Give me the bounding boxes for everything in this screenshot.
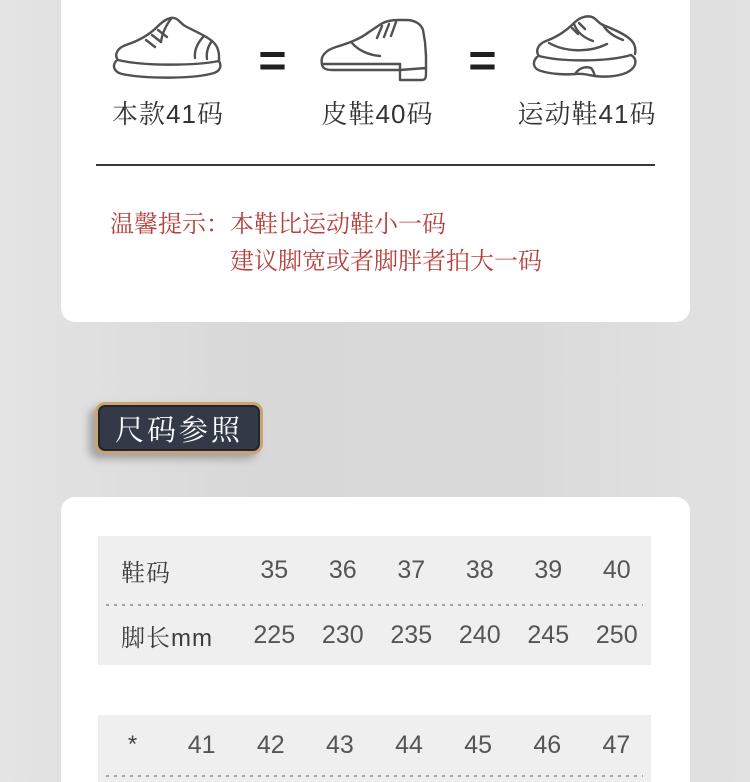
tip-label: 温馨提示： (110, 211, 230, 238)
row-label-shoe-size: 鞋码 (121, 559, 171, 587)
tip-line-1: 本鞋比运动鞋小一码 (230, 211, 446, 238)
length-cell: 245 (527, 621, 570, 649)
size-cell: 36 (328, 555, 357, 584)
size-cell: 38 (465, 555, 494, 584)
casual-sneaker-icon (108, 10, 228, 88)
comparison-label: 运动鞋41码 (517, 99, 657, 129)
section-badge-size-reference (95, 402, 263, 454)
size-cell: 37 (397, 555, 426, 584)
size-table-large-sizes (98, 715, 651, 782)
table-row-foot-length (98, 606, 651, 665)
size-cell: 44 (395, 730, 423, 759)
size-cell: 46 (533, 730, 562, 759)
length-cell: 225 (253, 621, 296, 649)
length-cell: 230 (321, 621, 364, 649)
comparison-label: 皮鞋40码 (321, 99, 434, 129)
size-comparison-card (61, 0, 690, 322)
size-table-small-sizes (98, 536, 651, 665)
comparison-item-leather-shoe (303, 10, 453, 131)
size-cell: 41 (187, 730, 216, 759)
size-cell: 40 (602, 555, 631, 584)
size-cell: 42 (256, 730, 285, 759)
comparison-item-this-style (93, 10, 243, 131)
table-row-shoe-size-large (98, 715, 651, 775)
size-chart-card (61, 497, 690, 782)
table-row-shoe-size (98, 536, 651, 604)
comparison-item-sport-sneaker (512, 10, 662, 131)
equals-icon: = (468, 34, 497, 86)
shoe-comparison-row (61, 0, 690, 131)
size-cell: 43 (326, 730, 354, 759)
size-cell: 45 (464, 730, 493, 759)
length-cell: 240 (458, 621, 501, 649)
length-cell: 250 (595, 621, 638, 649)
equals-icon: = (258, 34, 287, 86)
tip-text (230, 206, 542, 280)
row-label-foot-length: 脚长mm (121, 625, 213, 652)
dashed-divider (106, 775, 643, 777)
star-cell: * (127, 731, 138, 758)
size-cell: 35 (260, 555, 289, 584)
badge-label: 尺码参照 (114, 414, 243, 447)
comparison-label: 本款41码 (112, 99, 224, 129)
sport-sneaker-icon (527, 10, 647, 88)
size-tip (61, 166, 690, 280)
size-cell: 47 (602, 730, 631, 759)
size-cell: 39 (534, 555, 563, 584)
tip-line-2: 建议脚宽或者脚胖者拍大一码 (230, 248, 542, 275)
leather-shoe-icon (316, 10, 440, 88)
length-cell: 235 (390, 621, 433, 649)
